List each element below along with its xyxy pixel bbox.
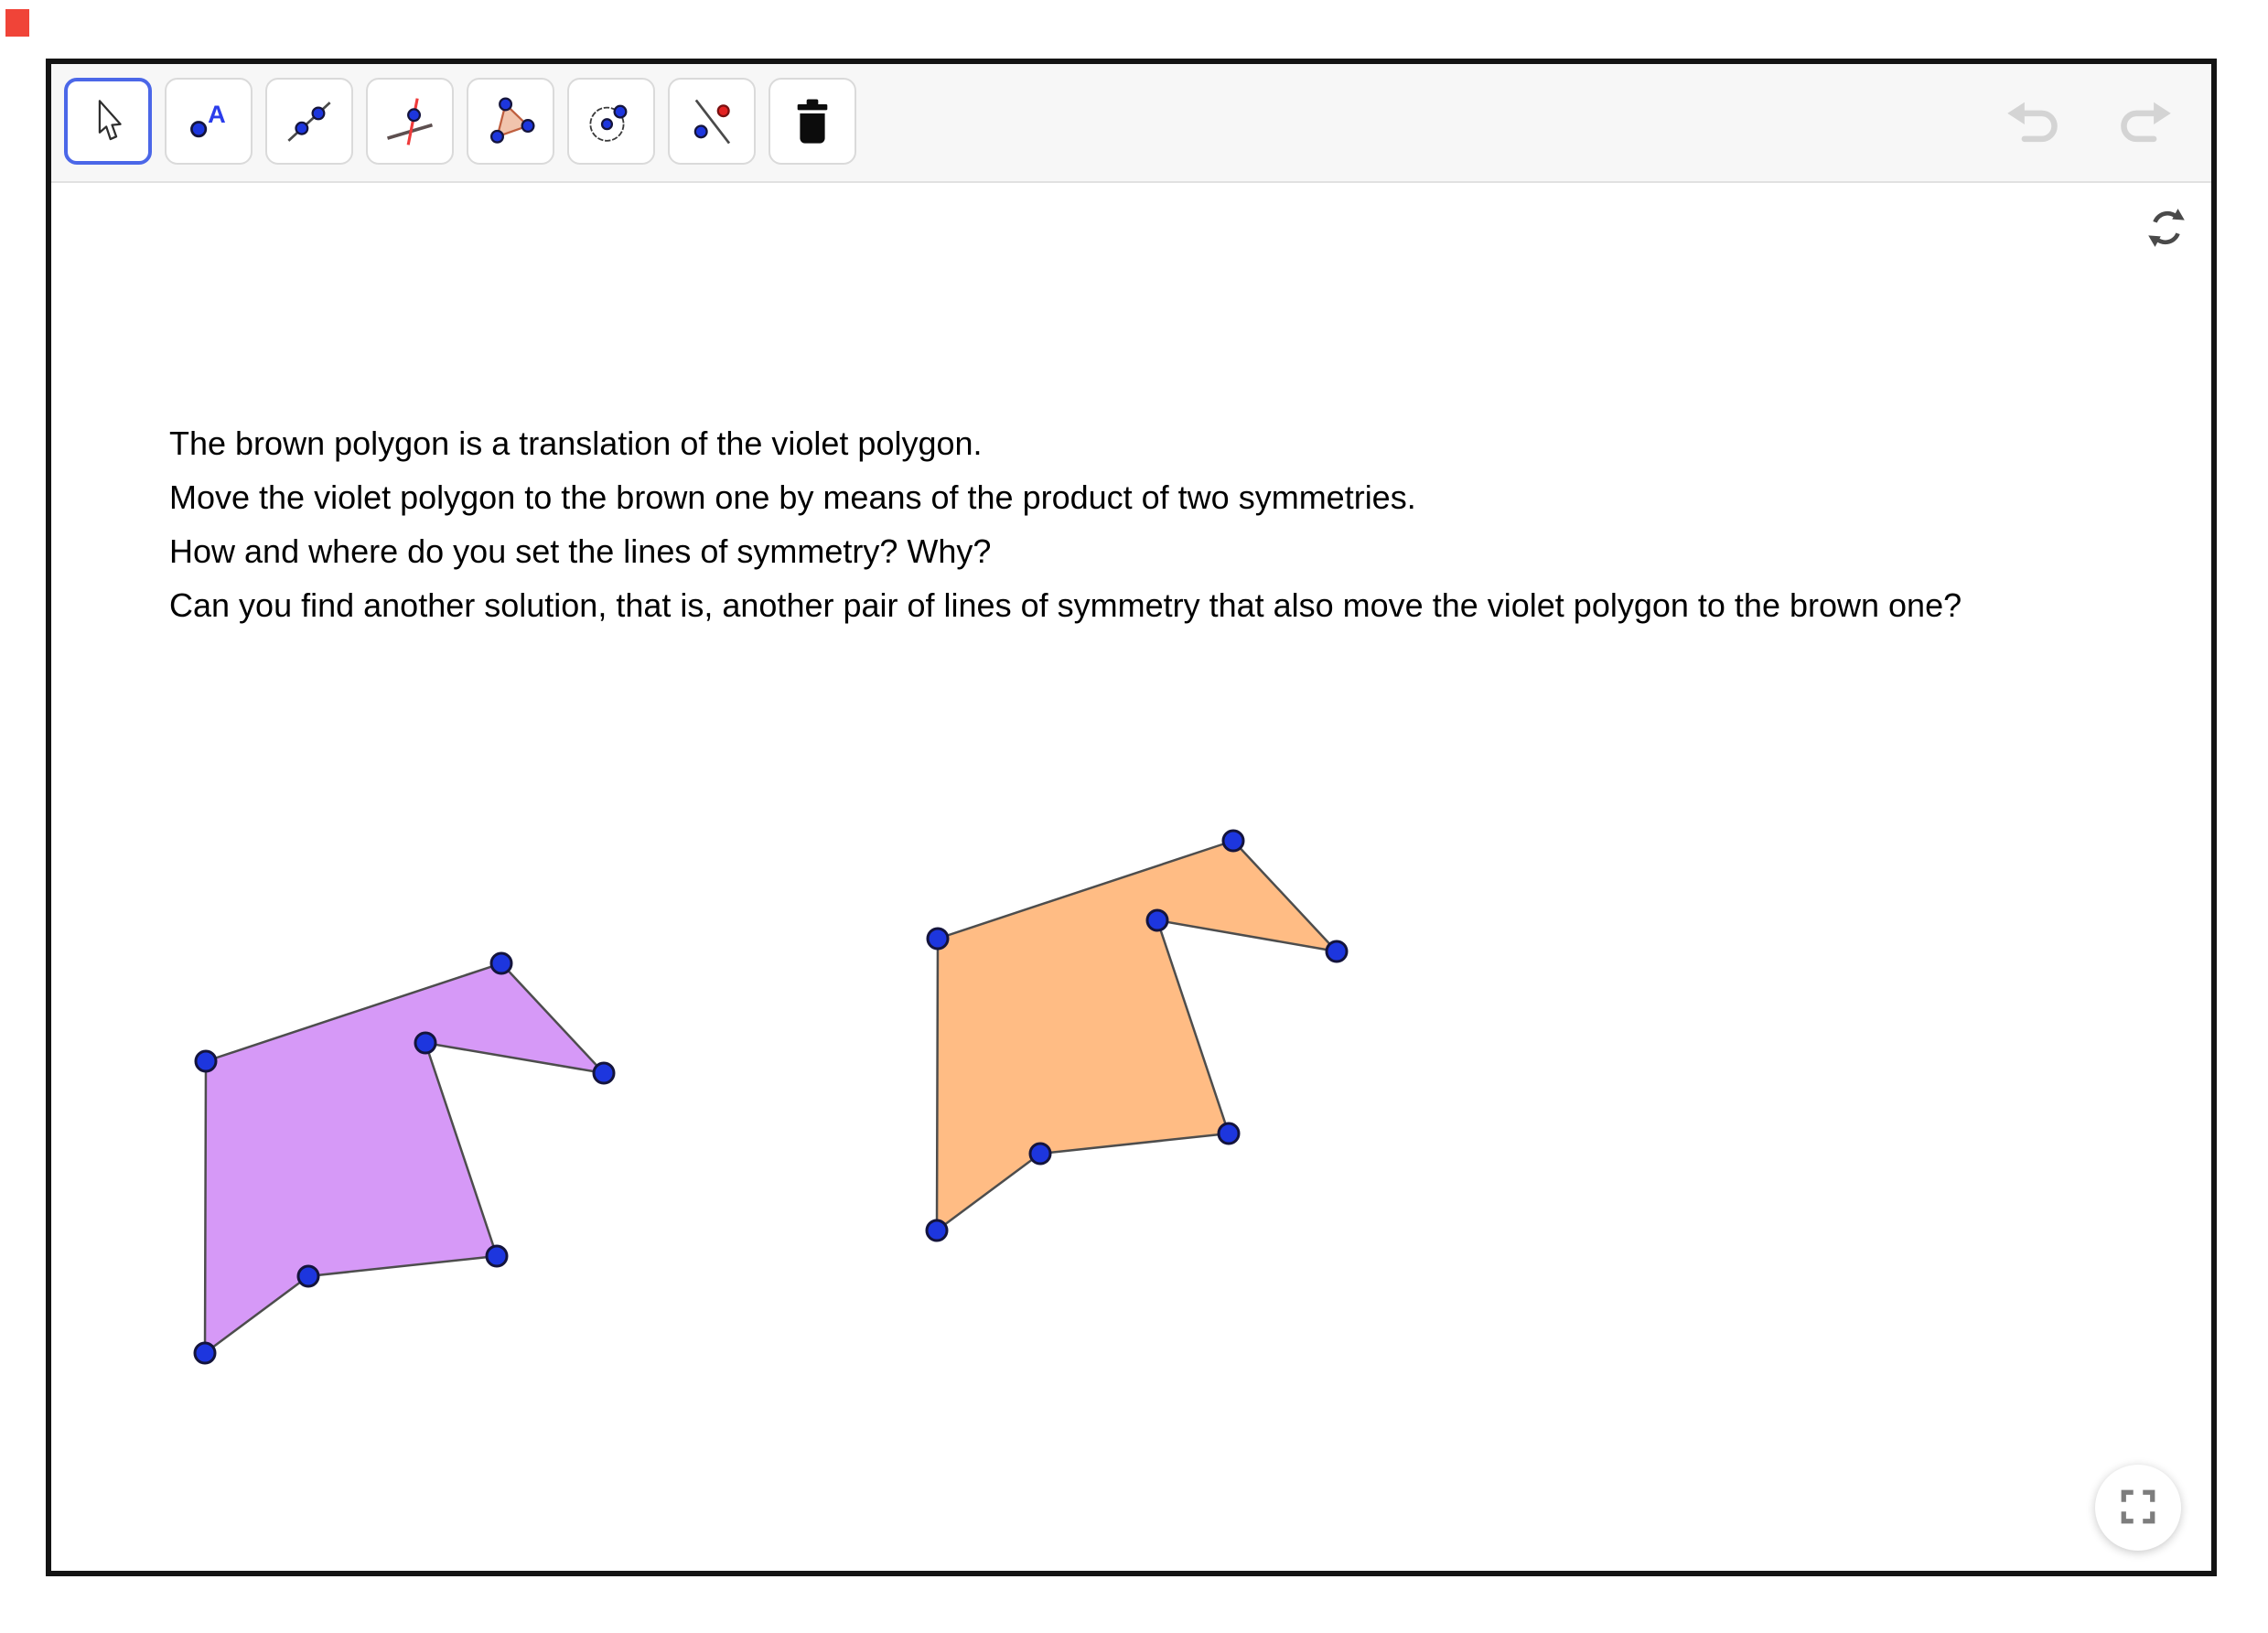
line-tool-icon (283, 95, 336, 148)
vertex-point[interactable] (196, 1051, 216, 1071)
vertex-point[interactable] (1147, 910, 1167, 930)
redo-button[interactable] (2111, 99, 2175, 155)
point-tool-button[interactable] (165, 78, 253, 165)
reset-construction-button[interactable] (2141, 203, 2192, 254)
perpendicular-line-tool-button[interactable] (366, 78, 454, 165)
point-tool-icon (182, 95, 235, 148)
polygon-tool-button[interactable] (467, 78, 554, 165)
reflect-about-line-tool-button[interactable] (668, 78, 756, 165)
vertex-point[interactable] (927, 1220, 947, 1241)
toolbar (51, 64, 2211, 183)
applet-frame (46, 59, 2217, 1576)
vertex-point[interactable] (594, 1063, 614, 1083)
vertex-point[interactable] (928, 929, 948, 949)
vertex-point[interactable] (415, 1033, 435, 1053)
vertex-point[interactable] (298, 1266, 318, 1286)
line-tool-button[interactable] (265, 78, 353, 165)
vertex-point[interactable] (1219, 1123, 1239, 1144)
fullscreen-button[interactable] (2095, 1465, 2181, 1551)
circle-tool-icon (585, 95, 638, 148)
reflect-about-line-icon (685, 95, 738, 148)
move-cursor-icon (81, 95, 134, 148)
svg-text:A: A (208, 99, 226, 128)
redo-arrow-icon (2111, 138, 2175, 154)
delete-tool-button[interactable] (769, 78, 856, 165)
instruction-line: Can you find another solution, that is, another pair of lines of symmetry that also move the violet polygon to the brown one? (169, 586, 1962, 624)
polygon-tool-icon (484, 95, 537, 148)
vertex-point[interactable] (487, 1246, 507, 1266)
trash-icon (786, 95, 839, 148)
undo-button[interactable] (2004, 99, 2068, 155)
instruction-line: How and where do you set the lines of symmetry? Why? (169, 532, 992, 570)
vertex-point[interactable] (1030, 1144, 1050, 1164)
perpendicular-line-icon (383, 95, 436, 148)
vertex-point[interactable] (491, 953, 511, 973)
vertex-point[interactable] (1223, 831, 1243, 851)
move-tool-button[interactable] (64, 78, 152, 165)
vertex-point[interactable] (1327, 941, 1347, 962)
instructions-text (169, 416, 1962, 632)
corner-red-marker (5, 9, 29, 37)
fullscreen-icon (2119, 1488, 2157, 1529)
reset-refresh-icon (2144, 205, 2189, 253)
circle-tool-button[interactable] (567, 78, 655, 165)
instruction-line: Move the violet polygon to the brown one by means of the product of two symmetries. (169, 478, 1416, 516)
undo-arrow-icon (2004, 138, 2068, 154)
instruction-line: The brown polygon is a translation of the violet polygon. (169, 424, 983, 462)
vertex-point[interactable] (195, 1343, 215, 1363)
